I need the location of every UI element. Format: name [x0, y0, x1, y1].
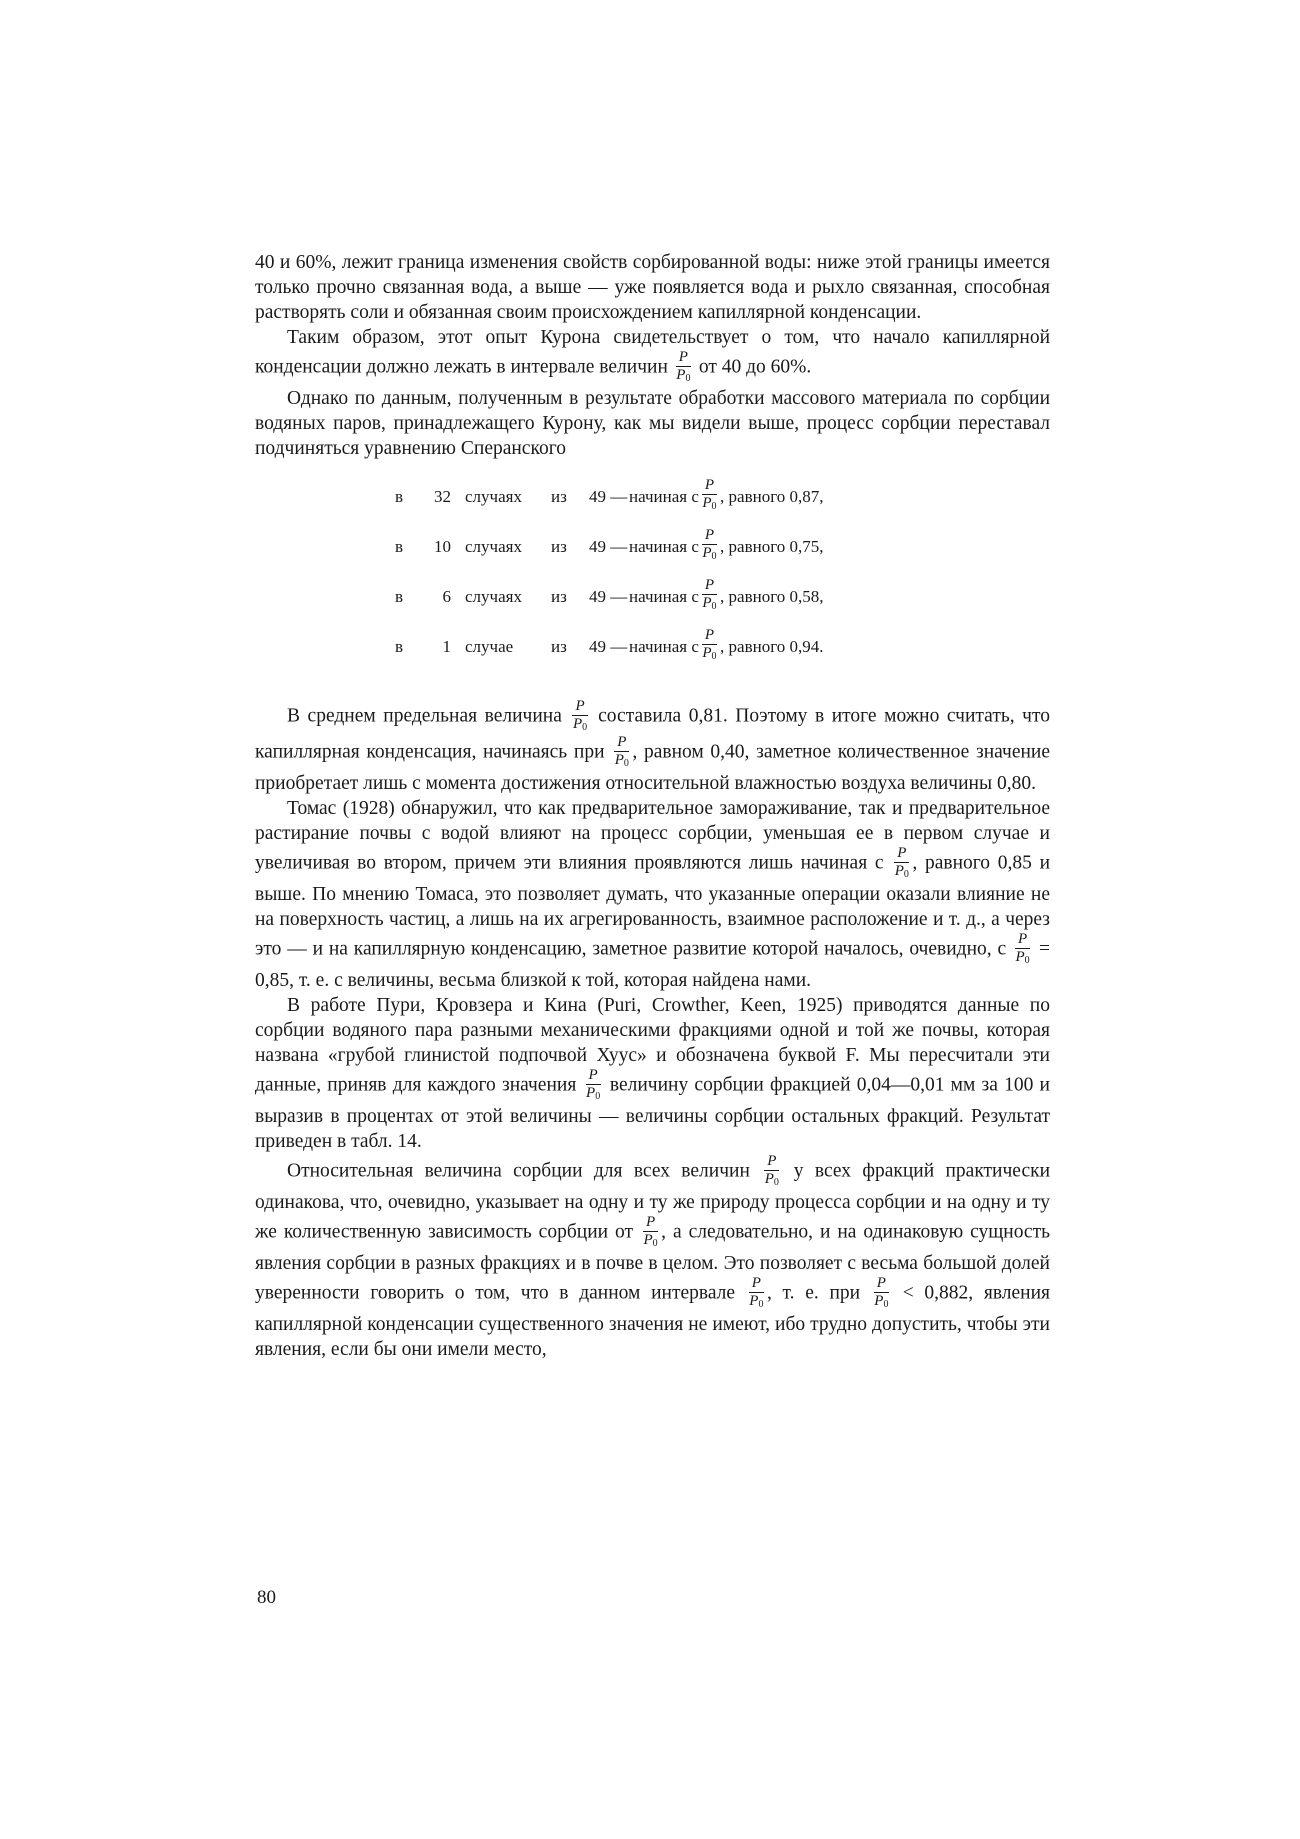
case-eq: , равного 0,75, — [720, 536, 824, 556]
fraction-numerator: P — [1015, 932, 1030, 949]
case-iz: из — [551, 536, 567, 556]
paragraph-6-text-b: величину сорбции фракцией 0,04—0,01 мм за 100 и выразив в процентах от этой величины — величины сорбции остальных фракций. Результат приведен в табл. 14. — [255, 1074, 1050, 1152]
fraction-denominator-base: P — [676, 367, 686, 383]
case-row: в 6 случаях из 49 — начиная с $\frac{P}{P_0}$ , равного 0,58, — [395, 577, 824, 612]
fraction-denominator — [643, 1232, 658, 1251]
page-body — [255, 250, 1050, 1362]
fraction-denominator — [676, 367, 691, 386]
case-word: случаях — [465, 536, 522, 556]
fraction-numerator: P — [614, 735, 629, 752]
fraction-denominator-base: P — [702, 645, 712, 661]
fraction-denominator-sub: 0 — [883, 1299, 889, 1310]
pressure-ratio-fraction — [702, 628, 717, 664]
fraction-numerator: P — [586, 1068, 601, 1085]
case-eq: , равного 0,94. — [720, 636, 824, 656]
case-start: начиная с — [629, 486, 699, 506]
paragraph-7-text-e: < 0,882, явления капиллярной конденсации существенного значения не имеют, ибо трудно допустить, чтобы эти явления, если бы они имели место, — [255, 1282, 1051, 1360]
fraction-numerator: P — [894, 846, 909, 863]
fraction-numerator: P — [874, 1276, 889, 1293]
paragraph-2-text-a: Таким образом, этот опыт Курона свидетельствует о том, что начало капиллярной конденсации должно лежать в интервале величин — [255, 327, 1050, 378]
case-count: 10 — [434, 536, 451, 556]
fraction-denominator-base: P — [1015, 949, 1025, 965]
fraction-denominator — [894, 863, 909, 882]
fraction-denominator-sub: 0 — [758, 1299, 764, 1310]
case-eq: , равного 0,58, — [720, 586, 824, 606]
fraction-denominator — [874, 1293, 889, 1312]
paragraph-6-text-a: В работе Пури, Кровзера и Кина (Puri, Crowther, Keen, 1925) приводятся данные по сорбции водяного пара разными механическими фракциями одной и той же почвы, которая названа «грубой глинистой подпочвой Хуус» и обозначена буквой F. Мы пересчитали эти данные, приняв для каждого значения — [255, 995, 1050, 1096]
pressure-ratio-fraction — [702, 478, 717, 514]
fraction-denominator — [572, 716, 587, 735]
paragraph-7-text-c: , а следовательно, и на одинаковую сущность явления сорбции в разных фракциях и в почве в целом. Это позволяет с весьма большой долей уверенности говорить о том, что в данном интервале — [255, 1221, 1051, 1304]
fraction-denominator-sub: 0 — [711, 651, 717, 662]
fraction-denominator — [702, 595, 717, 614]
case-start: начиная с — [629, 536, 699, 556]
fraction-denominator — [702, 545, 717, 564]
fraction-denominator-base: P — [702, 495, 712, 511]
case-prep: в — [395, 536, 404, 556]
pressure-ratio-fraction — [643, 1215, 658, 1251]
case-prep: в — [395, 586, 404, 606]
case-row: в 10 случаях из 49 — начиная с $\frac{P}{P_0}$ , равного 0,75, — [395, 527, 824, 562]
fraction-numerator: P — [702, 578, 717, 595]
fraction-denominator-sub: 0 — [903, 869, 909, 880]
case-start: начиная с — [629, 586, 699, 606]
paragraph-4-text-c: , равном 0,40, заметное количественное значение приобретает лишь с момента достижения относительной влажностью воздуха величины 0,80. — [255, 741, 1050, 794]
fraction-denominator-sub: 0 — [711, 501, 717, 512]
paragraph-7-text-b: у всех фракций практически одинакова, что, очевидно, указывает на одну и ту же природу процесса сорбции и на одну и ту же количественную зависимость сорбции от — [255, 1160, 1051, 1243]
paragraph-6 — [255, 993, 1050, 1154]
paragraph-3 — [255, 386, 1050, 461]
fraction-denominator-base: P — [586, 1085, 596, 1101]
paragraph-2-text-b: от 40 до 60%. — [698, 356, 812, 378]
case-count: 1 — [442, 636, 451, 656]
fraction-denominator-sub: 0 — [711, 601, 717, 612]
fraction-denominator-base: P — [702, 545, 712, 561]
pressure-ratio-fraction — [702, 528, 717, 564]
fraction-denominator — [764, 1171, 779, 1190]
pressure-ratio-fraction — [586, 1068, 601, 1104]
case-eq: , равного 0,87, — [720, 486, 824, 506]
fraction-denominator-sub: 0 — [685, 373, 691, 384]
pressure-ratio-fraction — [572, 699, 587, 735]
pressure-ratio-fraction — [749, 1276, 764, 1312]
fraction-denominator — [614, 752, 629, 771]
fraction-denominator-sub: 0 — [582, 722, 588, 733]
case-count: 6 — [442, 586, 451, 606]
fraction-numerator: P — [676, 350, 691, 367]
fraction-denominator — [702, 495, 717, 514]
fraction-denominator-base: P — [702, 595, 712, 611]
case-prep: в — [395, 486, 404, 506]
pressure-ratio-fraction — [1015, 932, 1030, 968]
fraction-denominator-base: P — [874, 1293, 884, 1309]
fraction-numerator: P — [764, 1154, 779, 1171]
case-word: случаях — [465, 486, 522, 506]
cases-list — [255, 471, 1050, 671]
pressure-ratio-fraction — [764, 1154, 779, 1190]
fraction-denominator — [1015, 949, 1030, 968]
case-word: случае — [465, 636, 514, 656]
fraction-numerator: P — [643, 1215, 658, 1232]
fraction-denominator-sub: 0 — [595, 1091, 601, 1102]
case-iz: из — [551, 486, 567, 506]
fraction-numerator: P — [749, 1276, 764, 1293]
pressure-ratio-fraction — [702, 578, 717, 614]
paragraph-4-text-a: В среднем предельная величина — [287, 705, 562, 727]
paragraph-3-text: Однако по данным, полученным в результате обработки массового материала по сорбции водяных паров, принадлежащего Курону, как мы видели выше, процесс сорбции переставал подчиняться уравнению Сперанского — [255, 388, 1050, 459]
pressure-ratio-fraction — [676, 350, 691, 386]
pressure-ratio-fraction — [874, 1276, 889, 1312]
fraction-numerator: P — [702, 528, 717, 545]
case-count: 32 — [434, 486, 451, 506]
case-start: начиная с — [629, 636, 699, 656]
pressure-ratio-fraction — [614, 735, 629, 771]
fraction-numerator: P — [702, 628, 717, 645]
case-row: в 1 случае из 49 — начиная с $\frac{P}{P_0}$ , равного 0,94. — [395, 627, 824, 662]
paragraph-7-text-a: Относительная величина сорбции для всех величин — [287, 1160, 750, 1182]
fraction-denominator — [749, 1293, 764, 1312]
case-iz: из — [551, 586, 567, 606]
fraction-denominator-sub: 0 — [1024, 955, 1030, 966]
fraction-denominator-sub: 0 — [652, 1238, 658, 1249]
paragraph-1-text: 40 и 60%, лежит граница изменения свойств сорбированной воды: ниже этой границы имеется только прочно связанная вода, а выше — уже появляется вода и рыхло связанная, способная растворять соли и обязанная своим происхождением капиллярной конденсации. — [255, 252, 1050, 323]
fraction-denominator-base: P — [614, 752, 624, 768]
pressure-ratio-fraction — [894, 846, 909, 882]
fraction-numerator: P — [702, 478, 717, 495]
paragraph-7-text-d: , т. е. при — [766, 1282, 861, 1304]
paragraph-5-text-b: , равного 0,85 и выше. По мнению Томаса, это позволяет думать, что указанные операции оказали влияние не на поверхность частиц, а лишь на их агрегированность, взаимное расположение и т. д., а через это — и на капиллярную конденсацию, заметное развитие которой началось, очевидно, с — [255, 852, 1051, 960]
paragraph-5 — [255, 796, 1050, 993]
paragraph-7 — [255, 1154, 1050, 1362]
paragraph-4 — [255, 699, 1050, 796]
fraction-denominator-base: P — [749, 1293, 759, 1309]
paragraph-5-text-a: Томас (1928) обнаружил, что как предварительное замораживание, так и предварительное растирание почвы с водой влияют на процесс сорбции, уменьшая ее в первом случае и увеличивая во втором, причем эти влияния проявляются лишь начиная с — [255, 798, 1050, 874]
paragraph-4-text-b: составила 0,81. Поэтому в итоге можно считать, что капиллярная конденсация, начинаясь при — [255, 705, 1050, 763]
fraction-denominator — [586, 1085, 601, 1104]
case-iz: из — [551, 636, 567, 656]
paragraph-1 — [255, 250, 1050, 325]
case-word: случаях — [465, 586, 522, 606]
page-number: 80 — [257, 1587, 276, 1608]
case-prep: в — [395, 636, 404, 656]
fraction-numerator: P — [572, 699, 587, 716]
case-row: в 32 случаях из 49 — начиная с $\frac{P}{P_0}$ , равного 0,87, — [395, 477, 824, 512]
paragraph-2 — [255, 325, 1050, 386]
fraction-denominator-sub: 0 — [623, 758, 629, 769]
fraction-denominator-base: P — [643, 1232, 653, 1248]
fraction-denominator-base: P — [572, 716, 583, 732]
fraction-denominator-base: P — [764, 1171, 774, 1187]
paragraph-5-text-c: = 0,85, т. е. с величины, весьма близкой к той, которая найдена нами. — [255, 938, 1050, 991]
fraction-denominator-sub: 0 — [711, 551, 717, 562]
fraction-denominator-base: P — [894, 863, 904, 879]
fraction-denominator-sub: 0 — [773, 1177, 779, 1188]
fraction-denominator — [702, 645, 717, 664]
